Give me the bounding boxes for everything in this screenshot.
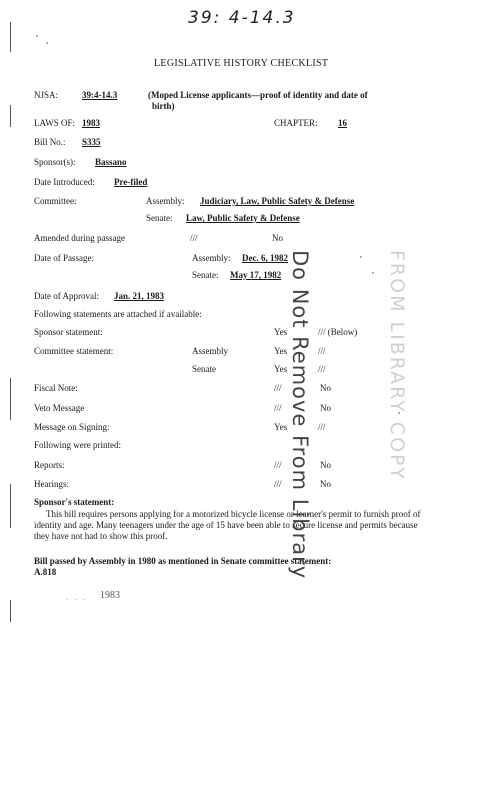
amended-label: Amended during passage — [34, 233, 125, 243]
bill-no-label: Bill No.: — [34, 137, 66, 147]
message-on-signing-mark: /// — [318, 422, 326, 432]
stamp-year: 1983 — [100, 590, 120, 601]
following-attached: Following statements are attached if available: — [34, 309, 202, 319]
fiscal-note-no: No — [320, 383, 331, 393]
margin-mark — [10, 105, 11, 127]
date-introduced-value: Pre-filed — [114, 177, 148, 187]
reports-mark: /// — [274, 460, 282, 470]
reports-no: No — [320, 460, 331, 470]
sponsor-statement-label: Sponsor statement: — [34, 327, 103, 337]
veto-message-mark: /// — [274, 403, 282, 413]
faint-library-stamp: FROM LIBRARY COPY — [386, 250, 408, 481]
sponsor-statement-mark: /// (Below) — [318, 327, 358, 337]
passage-assembly-label: Assembly: — [192, 253, 231, 263]
speck — [36, 35, 38, 37]
fiscal-note-mark: /// — [274, 383, 282, 393]
fiscal-note-label: Fiscal Note: — [34, 383, 78, 393]
margin-mark — [10, 600, 11, 622]
chapter-value: 16 — [338, 118, 347, 128]
sponsors-label: Sponsor(s): — [34, 157, 76, 167]
message-on-signing-label: Message on Signing: — [34, 422, 110, 432]
passage-label: Date of Passage: — [34, 253, 94, 263]
laws-of-value: 1983 — [82, 118, 100, 128]
speck — [46, 42, 48, 44]
committee-statement-senate: Senate — [192, 364, 216, 374]
njsa-label: NJSA: — [34, 90, 59, 100]
committee-assembly-yes: Yes — [274, 346, 288, 356]
hearings-label: Hearings: — [34, 479, 69, 489]
following-printed: Following were printed: — [34, 440, 121, 450]
do-not-remove-stamp: Do Not Remove From Library — [288, 250, 312, 580]
committee-assembly-value: Judiciary, Law, Public Safety & Defense — [200, 196, 355, 206]
date-introduced-label: Date Introduced: — [34, 177, 95, 187]
margin-mark — [10, 22, 11, 52]
passage-senate-value: May 17, 1982 — [230, 270, 282, 280]
assembly-note-bill: A.818 — [34, 567, 57, 577]
bill-no-value: S335 — [82, 137, 101, 147]
laws-of-label: LAWS OF: — [34, 118, 76, 128]
amended-answer: No — [272, 233, 283, 243]
assembly-note: Bill passed by Assembly in 1980 as mentioned in Senate committee statement: — [34, 556, 332, 566]
njsa-description: (Moped License applicants—proof of identity and date of — [148, 90, 368, 100]
reports-label: Reports: — [34, 460, 65, 470]
committee-statement-label: Committee statement: — [34, 346, 114, 356]
chapter-label: CHAPTER: — [274, 118, 318, 128]
committee-senate-value: Law, Public Safety & Defense — [186, 213, 300, 223]
amended-mark: /// — [190, 233, 198, 243]
committee-senate-mark: /// — [318, 364, 326, 374]
committee-assembly-mark: /// — [318, 346, 326, 356]
passage-senate-label: Senate: — [192, 270, 219, 280]
committee-label: Committee: — [34, 196, 77, 206]
handwritten-number: 39: 4-14.3 — [188, 8, 296, 28]
sponsor-statement-yes: Yes — [274, 327, 288, 337]
hearings-no: No — [320, 479, 331, 489]
approval-value: Jan. 21, 1983 — [114, 291, 165, 301]
sponsors-value: Bassano — [95, 157, 127, 167]
veto-message-label: Veto Message — [34, 403, 85, 413]
margin-mark — [10, 378, 11, 420]
njsa-description-cont: birth) — [152, 101, 175, 111]
speck — [372, 272, 374, 274]
committee-senate-yes: Yes — [274, 364, 288, 374]
message-on-signing-yes: Yes — [274, 422, 288, 432]
passage-assembly-value: Dec. 6, 1982 — [242, 253, 288, 263]
faint-stamp-mark: . . . — [66, 592, 88, 602]
approval-label: Date of Approval: — [34, 291, 99, 301]
sponsor-statement-heading: Sponsor's statement: — [34, 497, 115, 507]
margin-mark — [10, 484, 11, 528]
sponsor-statement-body: This bill requires persons applying for a motorized bicycle license or learner's permit to furnish proof of identity and age. Many teenagers under the age of 15 have been able to secure license and permits because they have not had to show this proof. — [34, 509, 421, 541]
hearings-mark: /// — [274, 479, 282, 489]
njsa-value: 39:4-14.3 — [82, 90, 118, 100]
page-title: LEGISLATIVE HISTORY CHECKLIST — [154, 58, 329, 69]
committee-senate-label: Senate: — [146, 213, 173, 223]
veto-message-no: No — [320, 403, 331, 413]
committee-statement-assembly: Assembly — [192, 346, 228, 356]
speck — [360, 256, 362, 258]
committee-assembly-label: Assembly: — [146, 196, 185, 206]
